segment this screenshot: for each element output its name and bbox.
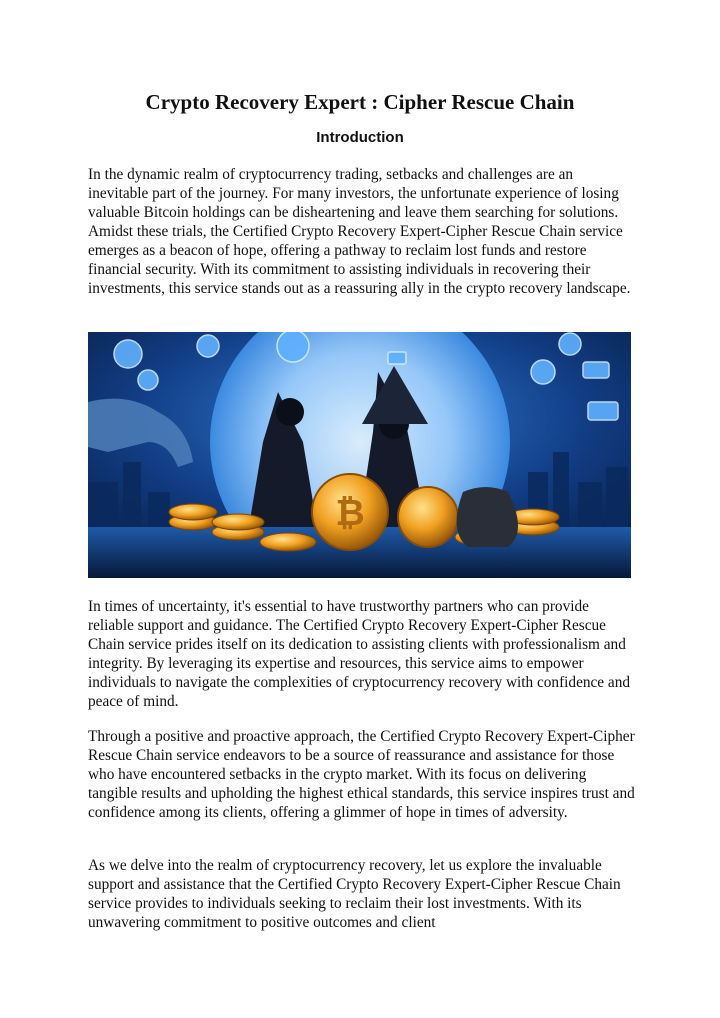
document-title: Crypto Recovery Expert : Cipher Rescue Chain <box>145 90 575 114</box>
bitcoin-symbol: ₿ <box>335 493 365 534</box>
paragraph-intro: In the dynamic realm of cryptocurrency trading, setbacks and challenges are an inevitable part of the journey. For many investors, the unfortunate experience of losing valuable Bitcoin holdings can be disheartening and leave them searching for solutions. Amidst these trials, the Certified Crypto Recovery Expert-Cipher Rescue Chain service emerges as a beacon of hope, offering a pathway to reclaim lost funds and restore financial security. With its commitment to assisting individuals in recovering their investments, this service stands out as a reassuring ally in the crypto recovery landscape. <box>88 166 631 297</box>
bitcoin-coin-2 <box>398 487 458 547</box>
paragraph-2: In times of uncertainty, it's essential to have trustworthy partners who can provide reliable support and guidance. The Certified Crypto Recovery Expert-Cipher Rescue Chain service prides itself on its dedication to assisting clients with professionalism and integrity. By leveraging its expertise and resources, this service aims to empower individuals to navigate the complexities of cryptocurrency recovery with confidence and peace of mind. <box>88 598 630 710</box>
paragraph-3: Through a positive and proactive approach, the Certified Crypto Recovery Expert-Cipher Rescue Chain service endeavors to be a source of reassurance and assistance for those who have encountered setbacks in the crypto market. With its focus on delivering tangible results and upholding the highest ethical standards, this service inspires trust and confidence among its clients, offering a glimmer of hope in times of adversity. <box>88 728 635 821</box>
paragraph-4: As we delve into the realm of cryptocurrency recovery, let us explore the invaluable support and assistance that the Certified Crypto Recovery Expert-Cipher Rescue Chain service provides to individuals seeking to reclaim their lost investments. With its unwavering commitment to positive outcomes and client <box>88 857 621 931</box>
section-heading: Introduction <box>316 129 404 146</box>
money-bag <box>457 487 518 547</box>
hero-illustration <box>88 332 631 578</box>
